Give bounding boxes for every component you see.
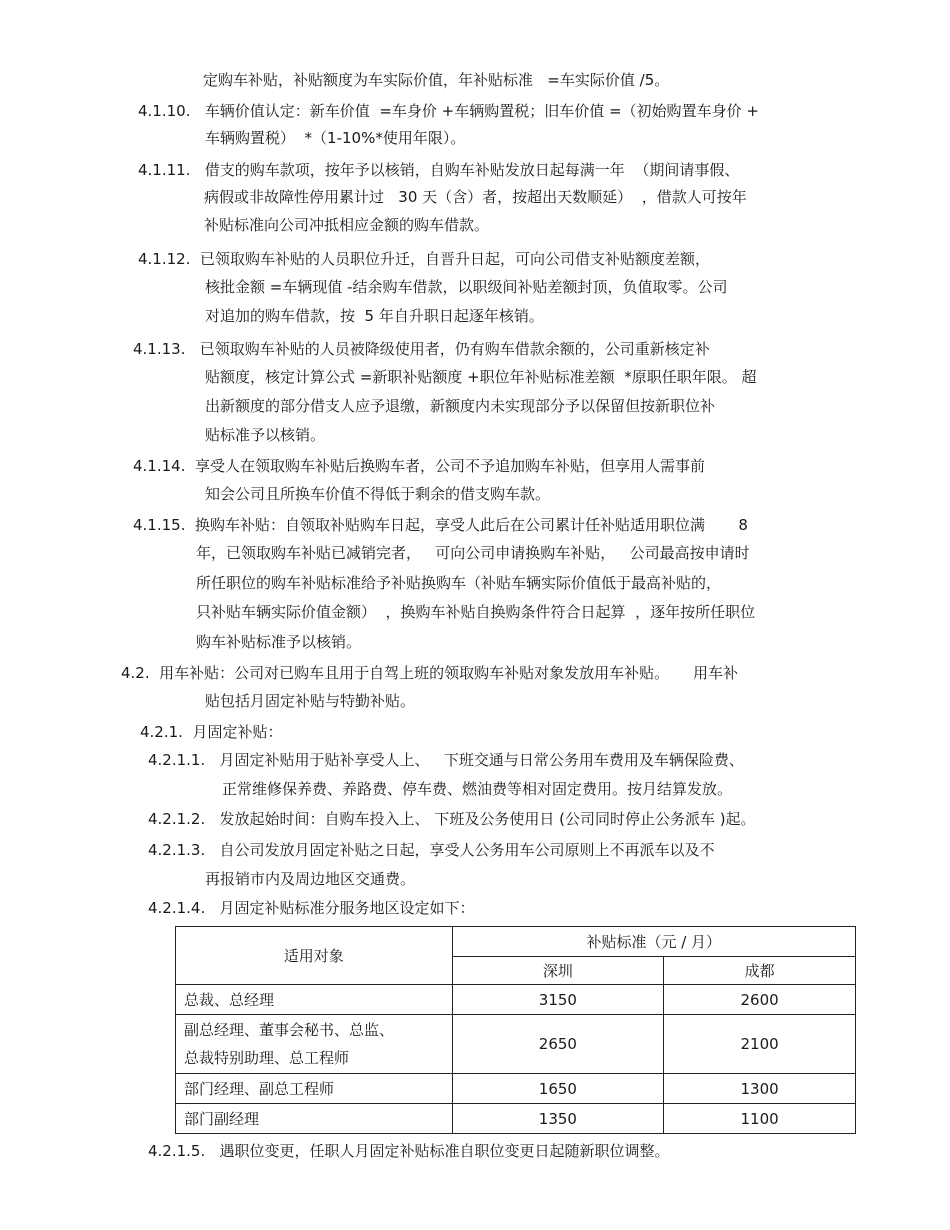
header-applicable-object: 适用对象	[176, 927, 453, 985]
row-chengdu-value: 2100	[664, 1015, 856, 1074]
paragraph-line: 再报销市内及周边地区交通费。	[205, 870, 416, 888]
paragraph-line: 出新额度的部分借支人应予退缴，新额度内未实现部分予以保留但按新职位补	[205, 397, 716, 415]
row-object	[176, 1015, 453, 1074]
paragraph-line: 核批金额 =车辆现值 -结余购车借款，以职级间补贴差额封顶，负值取零。公司	[205, 278, 728, 296]
paragraph-line: 对追加的购车借款，按 5 年自升职日起逐年核销。	[205, 307, 544, 325]
clause-4-1-10: 4.1.10. 车辆价值认定：新车价值 =车身价 +车辆购置税；旧车价值 =（初始购置车身价 +	[138, 102, 759, 120]
header-city-chengdu: 成都	[664, 957, 856, 985]
table-header-row	[176, 927, 856, 957]
paragraph-line: 贴包括月固定补贴与特勤补贴。	[205, 692, 416, 710]
clause-4-1-13: 4.1.13. 已领取购车补贴的人员被降级使用者，仍有购车借款余额的，公司重新核定补	[133, 340, 710, 358]
clause-4-2-1-3: 4.2.1.3. 自公司发放月固定补贴之日起，享受人公务用车公司原则上不再派车以及不	[148, 841, 715, 859]
section-4-2-1: 4.2.1. 月固定补贴：	[140, 723, 283, 741]
paragraph-line: 年，已领取购车补贴已减销完者， 可向公司申请换购车补贴， 公司最高按申请时	[196, 544, 750, 562]
clause-4-2-1-4: 4.2.1.4. 月固定补贴标准分服务地区设定如下：	[148, 899, 475, 917]
row-object-line: 副总经理、董事会秘书、总监、	[184, 1021, 395, 1039]
table-row	[176, 985, 856, 1015]
subsidy-standard-table	[175, 926, 856, 1134]
row-chengdu-value: 1300	[664, 1074, 856, 1104]
section-4-2: 4.2. 用车补贴：公司对已购车且用于自驾上班的领取购车补贴对象发放用车补贴。 用车补	[121, 664, 739, 682]
row-shenzhen-value: 2650	[452, 1015, 664, 1074]
row-object: 部门经理、副总工程师	[176, 1074, 453, 1104]
header-subsidy-standard: 补贴标准（元 / 月）	[452, 927, 855, 957]
row-chengdu-value: 2600	[664, 985, 856, 1015]
paragraph-line: 知会公司且所换车价值不得低于剩余的借支购车款。	[205, 485, 551, 503]
paragraph-line: 只补贴车辆实际价值金额） ，换购车补贴自换购条件符合日起算 ，逐年按所任职位	[196, 603, 756, 621]
clause-4-2-1-2: 4.2.1.2. 发放起始时间：自购车投入上、 下班及公务使用日 (公司同时停止公务派车 )起。	[148, 810, 756, 828]
paragraph-line: 补贴标准向公司冲抵相应金额的购车借款。	[204, 216, 490, 234]
clause-4-2-1-5: 4.2.1.5. 遇职位变更，任职人月固定补贴标准自职位变更日起随新职位调整。	[148, 1142, 670, 1160]
clause-4-1-11: 4.1.11. 借支的购车款项，按年予以核销，自购车补贴发放日起每满一年 （期间请事假、	[138, 161, 740, 179]
paragraph-line: 所任职位的购车补贴标准给予补贴换购车（补贴车辆实际价值低于最高补贴的，	[196, 574, 722, 592]
clause-4-1-14: 4.1.14. 享受人在领取购车补贴后换购车者，公司不予追加购车补贴，但享用人需事前	[133, 457, 706, 475]
row-shenzhen-value: 1650	[452, 1074, 664, 1104]
clause-4-1-12: 4.1.12. 已领取购车补贴的人员职位升迁，自晋升日起，可向公司借支补贴额度差额，	[138, 250, 711, 268]
row-shenzhen-value: 3150	[452, 985, 664, 1015]
table-row	[176, 1104, 856, 1134]
clause-4-2-1-1: 4.2.1.1. 月固定补贴用于贴补享受人上、 下班交通与日常公务用车费用及车辆保险费、	[148, 751, 744, 769]
row-shenzhen-value: 1350	[452, 1104, 664, 1134]
paragraph-line: 正常维修保养费、养路费、停车费、燃油费等相对固定费用。按月结算发放。	[222, 780, 733, 798]
paragraph-line: 车辆购置税） *（1-10%*使用年限）。	[205, 129, 466, 147]
header-city-shenzhen: 深圳	[452, 957, 664, 985]
row-object-line: 总裁特别助理、总工程师	[184, 1049, 350, 1067]
paragraph-line: 定购车补贴，补贴额度为车实际价值，年补贴标准 =车实际价值 /5。	[203, 71, 670, 89]
clause-4-1-15: 4.1.15. 换购车补贴：自领取补贴购车日起，享受人此后在公司累计任补贴适用职位满 8	[133, 516, 748, 534]
table-row	[176, 1074, 856, 1104]
paragraph-line: 购车补贴标准予以核销。	[196, 633, 362, 651]
row-object: 部门副经理	[176, 1104, 453, 1134]
paragraph-line: 贴额度，核定计算公式 =新职补贴额度 +职位年补贴标准差额 *原职任职年限。 超	[205, 368, 757, 386]
row-chengdu-value: 1100	[664, 1104, 856, 1134]
paragraph-line: 病假或非故障性停用累计过 30 天（含）者，按超出天数顺延） ，借款人可按年	[204, 188, 747, 206]
row-object: 总裁、总经理	[176, 985, 453, 1015]
paragraph-line: 贴标准予以核销。	[205, 426, 326, 444]
table-row	[176, 1015, 856, 1074]
